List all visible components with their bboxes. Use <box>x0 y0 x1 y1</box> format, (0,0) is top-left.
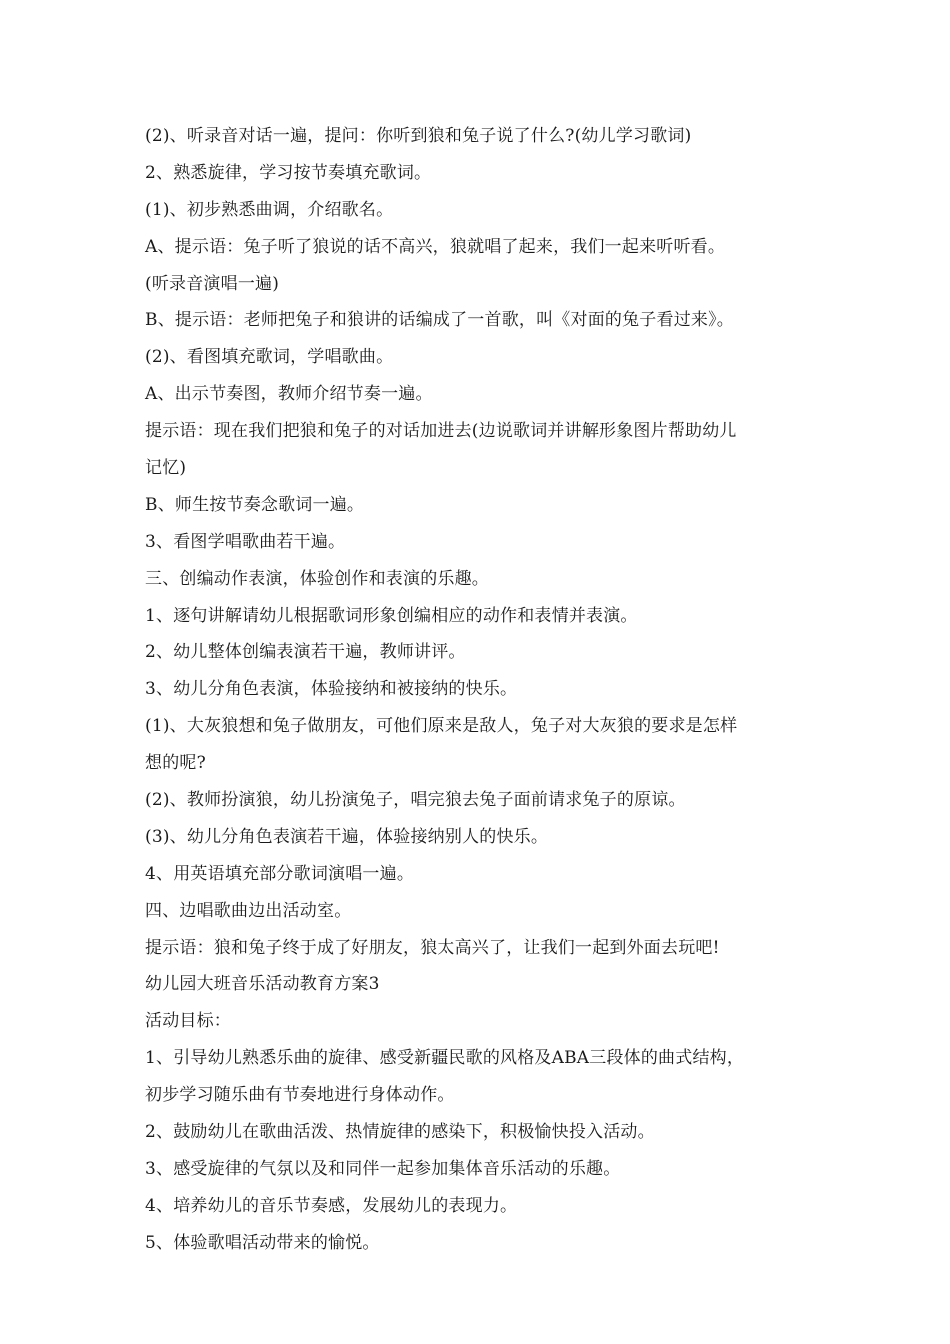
text-line: 4、培养幼儿的音乐节奏感，发展幼儿的表现力。 <box>145 1195 518 1216</box>
text-line: 提示语：现在我们把狼和兔子的对话加进去(边说歌词并讲解形象图片帮助幼儿 <box>145 421 737 442</box>
text-line: 提示语：狼和兔子终于成了好朋友，狼太高兴了，让我们一起到外面去玩吧! <box>145 937 720 958</box>
text-line: (2)、看图填充歌词，学唱歌曲。 <box>145 347 394 368</box>
text-line: (2)、教师扮演狼，幼儿扮演兔子，唱完狼去兔子面前请求兔子的原谅。 <box>145 790 686 811</box>
text-line: 3、幼儿分角色表演，体验接纳和被接纳的快乐。 <box>145 679 518 700</box>
text-line: 1、逐句讲解请幼儿根据歌词形象创编相应的动作和表情并表演。 <box>145 605 638 626</box>
text-line: B、提示语：老师把兔子和狼讲的话编成了一首歌，叫《对面的兔子看过来》。 <box>145 310 734 331</box>
text-line: 5、体验歌唱活动带来的愉悦。 <box>145 1232 380 1253</box>
text-line: 想的呢? <box>145 753 206 774</box>
section-heading: 三、创编动作表演，体验创作和表演的乐趣。 <box>145 568 489 589</box>
text-line: 2、熟悉旋律，学习按节奏填充歌词。 <box>145 162 432 183</box>
text-line: 记忆) <box>145 458 187 479</box>
text-line: (1)、大灰狼想和兔子做朋友，可他们原来是敌人，兔子对大灰狼的要求是怎样 <box>145 716 738 737</box>
text-line: (3)、幼儿分角色表演若干遍，体验接纳别人的快乐。 <box>145 826 549 847</box>
text-line: A、出示节奏图，教师介绍节奏一遍。 <box>145 384 433 405</box>
plan-title: 幼儿园大班音乐活动教育方案3 <box>145 974 380 995</box>
text-line: 初步学习随乐曲有节奏地进行身体动作。 <box>145 1085 455 1106</box>
text-line: 1、引导幼儿熟悉乐曲的旋律、感受新疆民歌的风格及ABA三段体的曲式结构， <box>145 1048 745 1069</box>
section-heading: 四、边唱歌曲边出活动室。 <box>145 900 352 921</box>
text-line: 4、用英语填充部分歌词演唱一遍。 <box>145 863 415 884</box>
text-line: B、师生按节奏念歌词一遍。 <box>145 494 365 515</box>
text-line: 2、鼓励幼儿在歌曲活泼、热情旋律的感染下，积极愉快投入活动。 <box>145 1122 655 1143</box>
goals-heading: 活动目标： <box>145 1011 231 1032</box>
text-line: (听录音演唱一遍) <box>145 273 280 294</box>
text-line: (2)、听录音对话一遍，提问：你听到狼和兔子说了什么?(幼儿学习歌词) <box>145 126 692 146</box>
document-body <box>145 118 825 1262</box>
text-line: 2、幼儿整体创编表演若干遍，教师讲评。 <box>145 642 466 663</box>
text-line: A、提示语：兔子听了狼说的话不高兴，狼就唱了起来，我们一起来听听看。 <box>145 236 726 257</box>
text-line: 3、看图学唱歌曲若干遍。 <box>145 531 346 552</box>
text-line: (1)、初步熟悉曲调，介绍歌名。 <box>145 199 394 220</box>
text-line: 3、感受旋律的气氛以及和同伴一起参加集体音乐活动的乐趣。 <box>145 1158 621 1179</box>
